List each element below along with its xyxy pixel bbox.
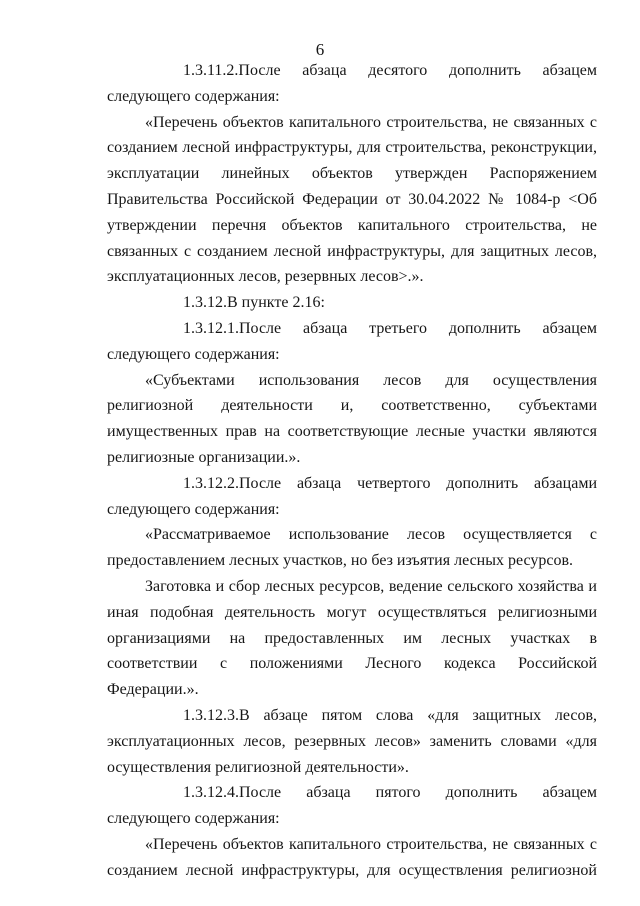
clause-number: 1.3.12.3. bbox=[183, 706, 239, 724]
quoted-paragraph bbox=[107, 574, 597, 703]
quoted-paragraph bbox=[107, 368, 597, 471]
paragraph-1-3-12-1 bbox=[107, 316, 597, 368]
paragraph-text: После абзаца пятого дополнить абзацем следующего содержания: bbox=[107, 784, 597, 828]
clause-number: 1.3.11.2. bbox=[183, 62, 239, 79]
paragraph-text: В абзаце пятом слова «для защитных лесов, эксплуатационных лесов, резервных лесов» заменить словами «для осуществления религиозной деятельности». bbox=[107, 706, 597, 776]
paragraph-text: «Перечень объектов капитального строительства, не связанных с созданием лесной инфраструктуры, для строительства, реконструкции, эксплуатации линейных объектов утвержден Распоряжением Правительства Российской Федерации от 30.04.2022 № 1084-р <Об утверждении перечня объектов капитального строительства, не связанных с созданием лесной инфраструктуры, для защитных лесов, эксплуатационных лесов, резервных лесов>.». bbox=[107, 113, 597, 286]
document-body bbox=[107, 58, 597, 884]
paragraph-1-3-12-2 bbox=[107, 471, 597, 523]
paragraph-text: В пункте 2.16: bbox=[227, 294, 325, 312]
paragraph-text: «Субъектами использования лесов для осуществления религиозной деятельности и, соответственно, субъектами имущественных прав на соответствующие лесные участки являются религиозные организации.». bbox=[107, 371, 597, 466]
paragraph-text: «Рассматриваемое использование лесов осуществляется с предоставлением лесных участков, но без изъятия лесных ресурсов. bbox=[107, 526, 597, 570]
clause-number: 1.3.12.2. bbox=[183, 474, 239, 492]
quoted-paragraph bbox=[107, 832, 597, 884]
paragraph-1-3-12-3 bbox=[107, 703, 597, 780]
quoted-paragraph bbox=[107, 110, 597, 291]
paragraph-1-3-11-2 bbox=[107, 58, 597, 110]
paragraph-text: Заготовка и сбор лесных ресурсов, ведение сельского хозяйства и иная подобная деятельность могут осуществляться религиозными организациями на предоставленных им лесных участках в соответствии с положениями Лесного кодекса Российской Федерации.». bbox=[107, 577, 597, 699]
paragraph-text: После абзаца третьего дополнить абзацем следующего содержания: bbox=[107, 319, 597, 363]
clause-number: 1.3.12.1. bbox=[183, 319, 239, 337]
paragraph-text: После абзаца десятого дополнить абзацем следующего содержания: bbox=[107, 62, 597, 105]
clause-number: 1.3.12.4. bbox=[183, 784, 239, 802]
paragraph-text: «Перечень объектов капитального строительства, не связанных с созданием лесной инфраструктуры, для осуществления религиозной bbox=[107, 835, 597, 879]
page-number: 6 bbox=[315, 40, 325, 59]
quoted-paragraph bbox=[107, 522, 597, 574]
clause-number: 1.3.12. bbox=[183, 294, 227, 312]
paragraph-1-3-12 bbox=[107, 290, 597, 316]
paragraph-1-3-12-4 bbox=[107, 780, 597, 832]
paragraph-text: После абзаца четвертого дополнить абзацами следующего содержания: bbox=[107, 474, 597, 518]
